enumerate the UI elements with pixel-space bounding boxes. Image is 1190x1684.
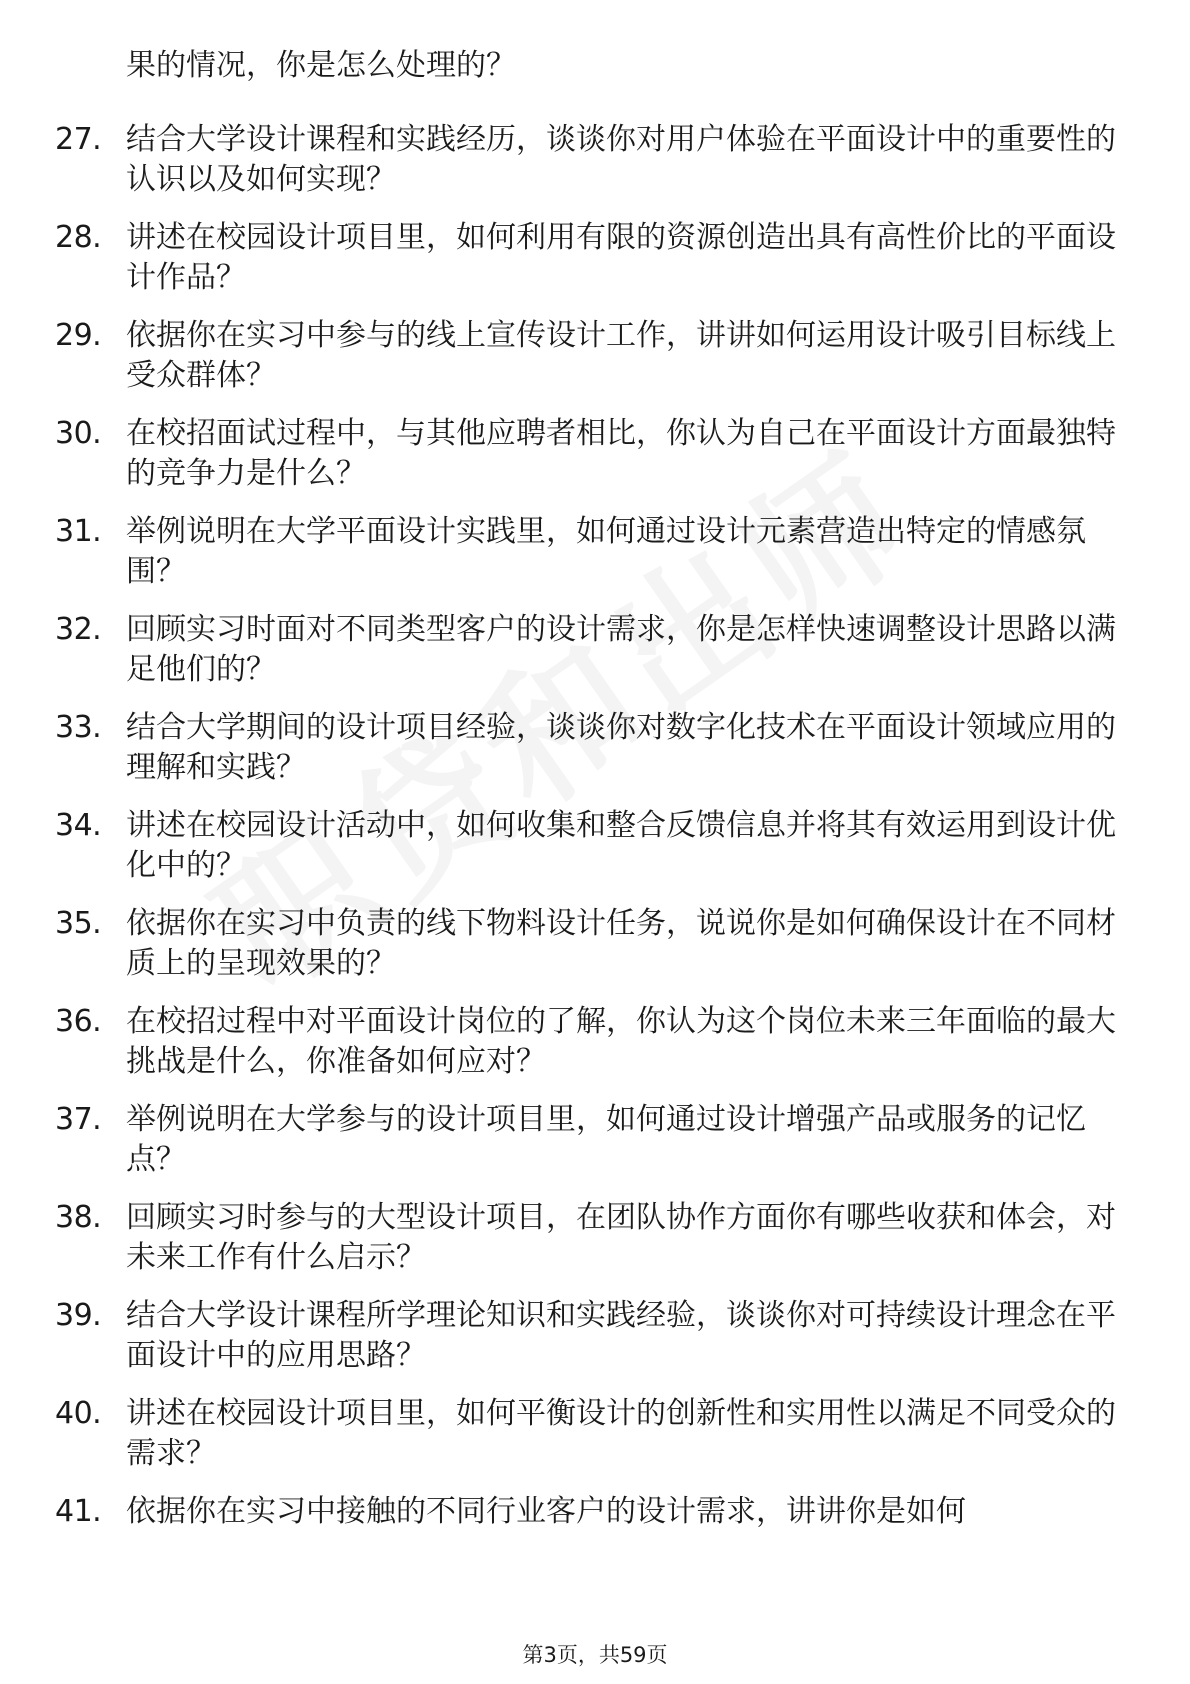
question-number: 33. <box>55 710 102 745</box>
question-number: 35. <box>55 906 102 941</box>
question-text: 举例说明在大学参与的设计项目里，如何通过设计增强产品或服务的记忆点？ <box>126 1102 1086 1177</box>
question-number: 28. <box>55 220 102 255</box>
question-item <box>0 414 1190 512</box>
question-item <box>0 1492 1190 1590</box>
question-text: 回顾实习时面对不同类型客户的设计需求，你是怎样快速调整设计思路以满足他们的？ <box>126 612 1116 687</box>
question-item <box>0 1100 1190 1198</box>
question-number: 36. <box>55 1004 102 1039</box>
question-text: 讲述在校园设计项目里，如何利用有限的资源创造出具有高性价比的平面设计作品？ <box>126 220 1116 295</box>
question-item <box>0 1296 1190 1394</box>
question-number: 39. <box>55 1298 102 1333</box>
question-list <box>0 46 1190 1590</box>
question-item <box>0 512 1190 610</box>
question-text: 讲述在校园设计项目里，如何平衡设计的创新性和实用性以满足不同受众的需求？ <box>126 1396 1116 1471</box>
question-item <box>0 708 1190 806</box>
question-item <box>0 1394 1190 1492</box>
question-item <box>0 218 1190 316</box>
question-item <box>0 806 1190 904</box>
question-item <box>0 120 1190 218</box>
question-text: 举例说明在大学平面设计实践里，如何通过设计元素营造出特定的情感氛围？ <box>126 514 1086 589</box>
question-text: 结合大学期间的设计项目经验，谈谈你对数字化技术在平面设计领域应用的理解和实践？ <box>126 710 1116 785</box>
question-item <box>0 1198 1190 1296</box>
question-text: 依据你在实习中参与的线上宣传设计工作，讲讲如何运用设计吸引目标线上受众群体？ <box>126 318 1116 393</box>
question-number: 38. <box>55 1200 102 1235</box>
page-number-footer: 第3页，共59页 <box>522 1643 668 1667</box>
question-item <box>0 610 1190 708</box>
question-text: 结合大学设计课程和实践经历，谈谈你对用户体验在平面设计中的重要性的认识以及如何实现？ <box>126 122 1116 197</box>
question-text: 在校招过程中对平面设计岗位的了解，你认为这个岗位未来三年面临的最大挑战是什么，你准备如何应对？ <box>126 1004 1116 1079</box>
question-text: 依据你在实习中接触的不同行业客户的设计需求，讲讲你是如何 <box>126 1494 966 1529</box>
question-text: 回顾实习时参与的大型设计项目，在团队协作方面你有哪些收获和体会，对未来工作有什么启示？ <box>126 1200 1116 1275</box>
question-number: 30. <box>55 416 102 451</box>
question-continuation <box>0 46 1190 120</box>
question-text: 依据你在实习中负责的线下物料设计任务，说说你是如何确保设计在不同材质上的呈现效果的？ <box>126 906 1116 981</box>
question-number: 31. <box>55 514 102 549</box>
question-number: 41. <box>55 1494 102 1529</box>
question-number: 29. <box>55 318 102 353</box>
question-number: 27. <box>55 122 102 157</box>
question-number: 32. <box>55 612 102 647</box>
question-text: 结合大学设计课程所学理论知识和实践经验，谈谈你对可持续设计理念在平面设计中的应用思路？ <box>126 1298 1116 1373</box>
question-text: 果的情况，你是怎么处理的？ <box>126 48 516 83</box>
question-text: 讲述在校园设计活动中，如何收集和整合反馈信息并将其有效运用到设计优化中的？ <box>126 808 1116 883</box>
question-number: 34. <box>55 808 102 843</box>
question-item <box>0 1002 1190 1100</box>
question-number: 40. <box>55 1396 102 1431</box>
question-item <box>0 316 1190 414</box>
question-text: 在校招面试过程中，与其他应聘者相比，你认为自己在平面设计方面最独特的竞争力是什么？ <box>126 416 1116 491</box>
question-number: 37. <box>55 1102 102 1137</box>
question-item <box>0 904 1190 1002</box>
